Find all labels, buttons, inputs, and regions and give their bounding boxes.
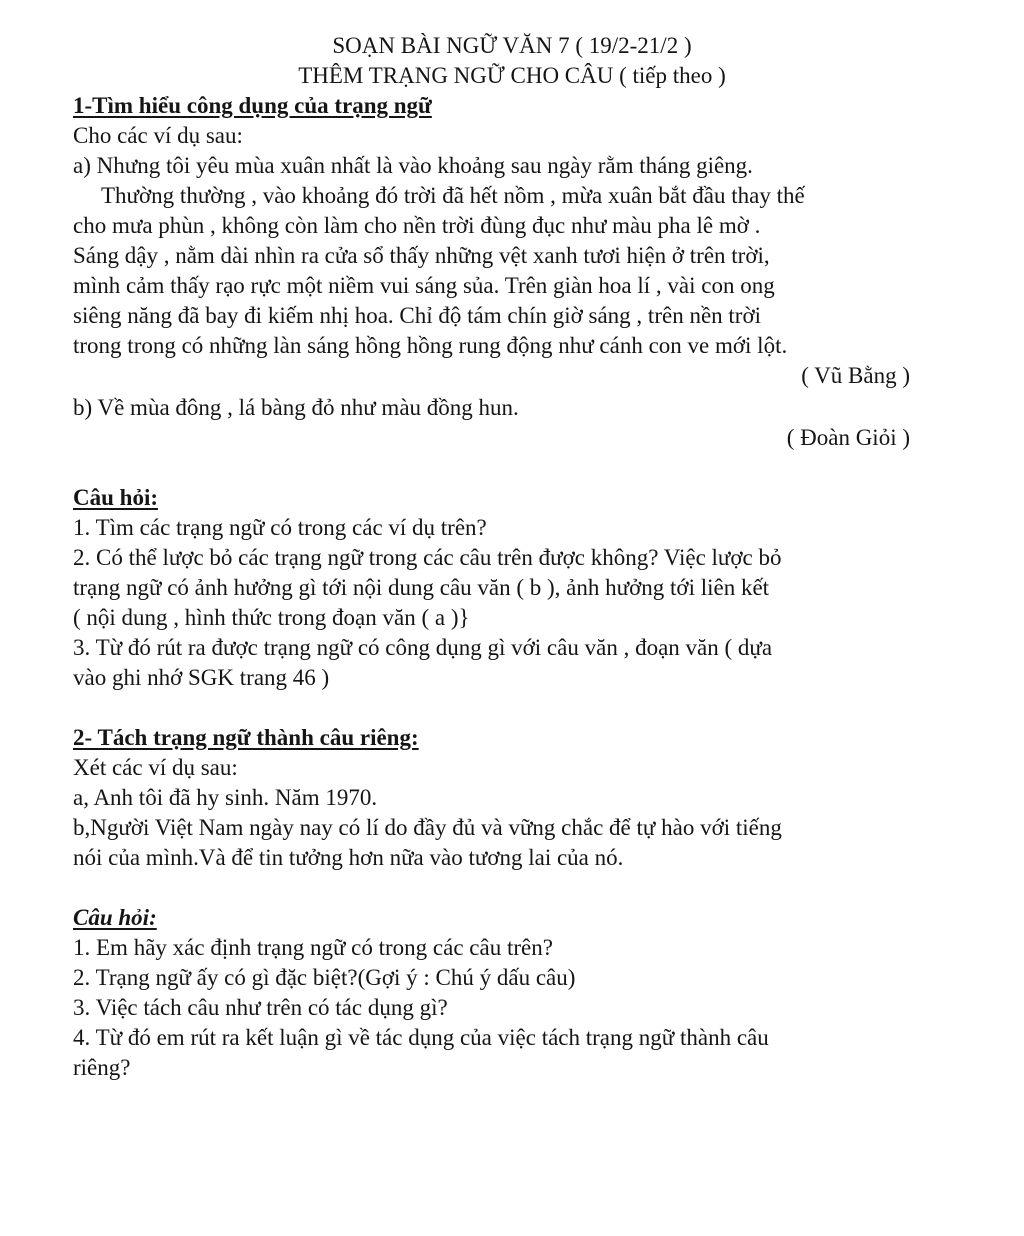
questions1-heading: Câu hỏi: xyxy=(73,485,158,510)
question2-line: riêng? xyxy=(73,1055,131,1080)
section2-heading-text: 2- Tách trạng ngữ thành câu riêng: xyxy=(73,725,419,750)
question2-line: 3. Việc tách câu như trên có tác dụng gì? xyxy=(73,995,448,1020)
example-a-line: Thường thường , vào khoảng đó trời đã hết nồm , mừa xuân bắt đầu thay thế xyxy=(101,183,805,208)
author-b: ( Đoàn Giỏi ) xyxy=(786,425,910,450)
question2-line: 1. Em hãy xác định trạng ngữ có trong các câu trên? xyxy=(73,935,553,960)
doc-title: SOẠN BÀI NGỮ VĂN 7 ( 19/2-21/2 ) xyxy=(332,33,692,58)
questions2-heading: Câu hỏi: xyxy=(73,905,157,930)
question1-line: ( nội dung , hình thức trong đoạn văn ( a )} xyxy=(73,605,470,630)
section2-heading xyxy=(73,724,419,752)
question1-line: trạng ngữ có ảnh hưởng gì tới nội dung câu văn ( b ), ảnh hưởng tới liên kết xyxy=(73,575,770,600)
example-a-line: cho mưa phùn , không còn làm cho nền trời đùng đục như màu pha lê mờ . xyxy=(73,213,761,238)
example2-line: nói của mình.Và để tin tưởng hơn nữa vào tương lai của nó. xyxy=(73,845,624,870)
example-a-line: Sáng dậy , nằm dài nhìn ra cửa sổ thấy những vệt xanh tươi hiện ở trên trời, xyxy=(73,243,770,268)
example-b: b) Về mùa đông , lá bàng đỏ như màu đồng hun. xyxy=(73,395,519,420)
section1-heading: 1-Tìm hiểu công dụng của trạng ngữ xyxy=(73,93,432,118)
example-a-line: siêng năng đã bay đi kiếm nhị hoa. Chỉ độ tám chín giờ sáng , trên nền trời xyxy=(73,303,762,328)
question1-line: vào ghi nhớ SGK trang 46 ) xyxy=(73,665,330,690)
example-a-line: trong trong có những làn sáng hồng hồng rung động như cánh con ve mới lột. xyxy=(73,333,788,358)
example2-line: a, Anh tôi đã hy sinh. Năm 1970. xyxy=(73,785,378,810)
question2-line: 4. Từ đó em rút ra kết luận gì về tác dụng của việc tách trạng ngữ thành câu xyxy=(73,1025,769,1050)
question1-line: 3. Từ đó rút ra được trạng ngữ có công dụng gì với câu văn , đoạn văn ( dựa xyxy=(73,635,773,660)
doc-subtitle: THÊM TRẠNG NGỮ CHO CÂU ( tiếp theo ) xyxy=(298,63,726,88)
section2-intro: Xét các ví dụ sau: xyxy=(73,755,238,780)
example2-line: b,Người Việt Nam ngày nay có lí do đầy đủ và vững chắc để tự hào với tiếng xyxy=(73,815,782,840)
question2-line: 2. Trạng ngữ ấy có gì đặc biệt?(Gợi ý : Chú ý dấu câu) xyxy=(73,965,576,990)
author-a: ( Vũ Bằng ) xyxy=(801,363,910,388)
question1-line: 2. Có thể lược bỏ các trạng ngữ trong các câu trên được không? Việc lược bỏ xyxy=(73,545,782,570)
example-a-line: a) Nhưng tôi yêu mùa xuân nhất là vào khoảng sau ngày rằm tháng giêng. xyxy=(73,153,753,178)
section1-intro: Cho các ví dụ sau: xyxy=(73,123,243,148)
example-a-line: mình cảm thấy rạo rực một niềm vui sáng sủa. Trên giàn hoa lí , vài con ong xyxy=(73,273,775,298)
question1-line: 1. Tìm các trạng ngữ có trong các ví dụ trên? xyxy=(73,515,487,540)
